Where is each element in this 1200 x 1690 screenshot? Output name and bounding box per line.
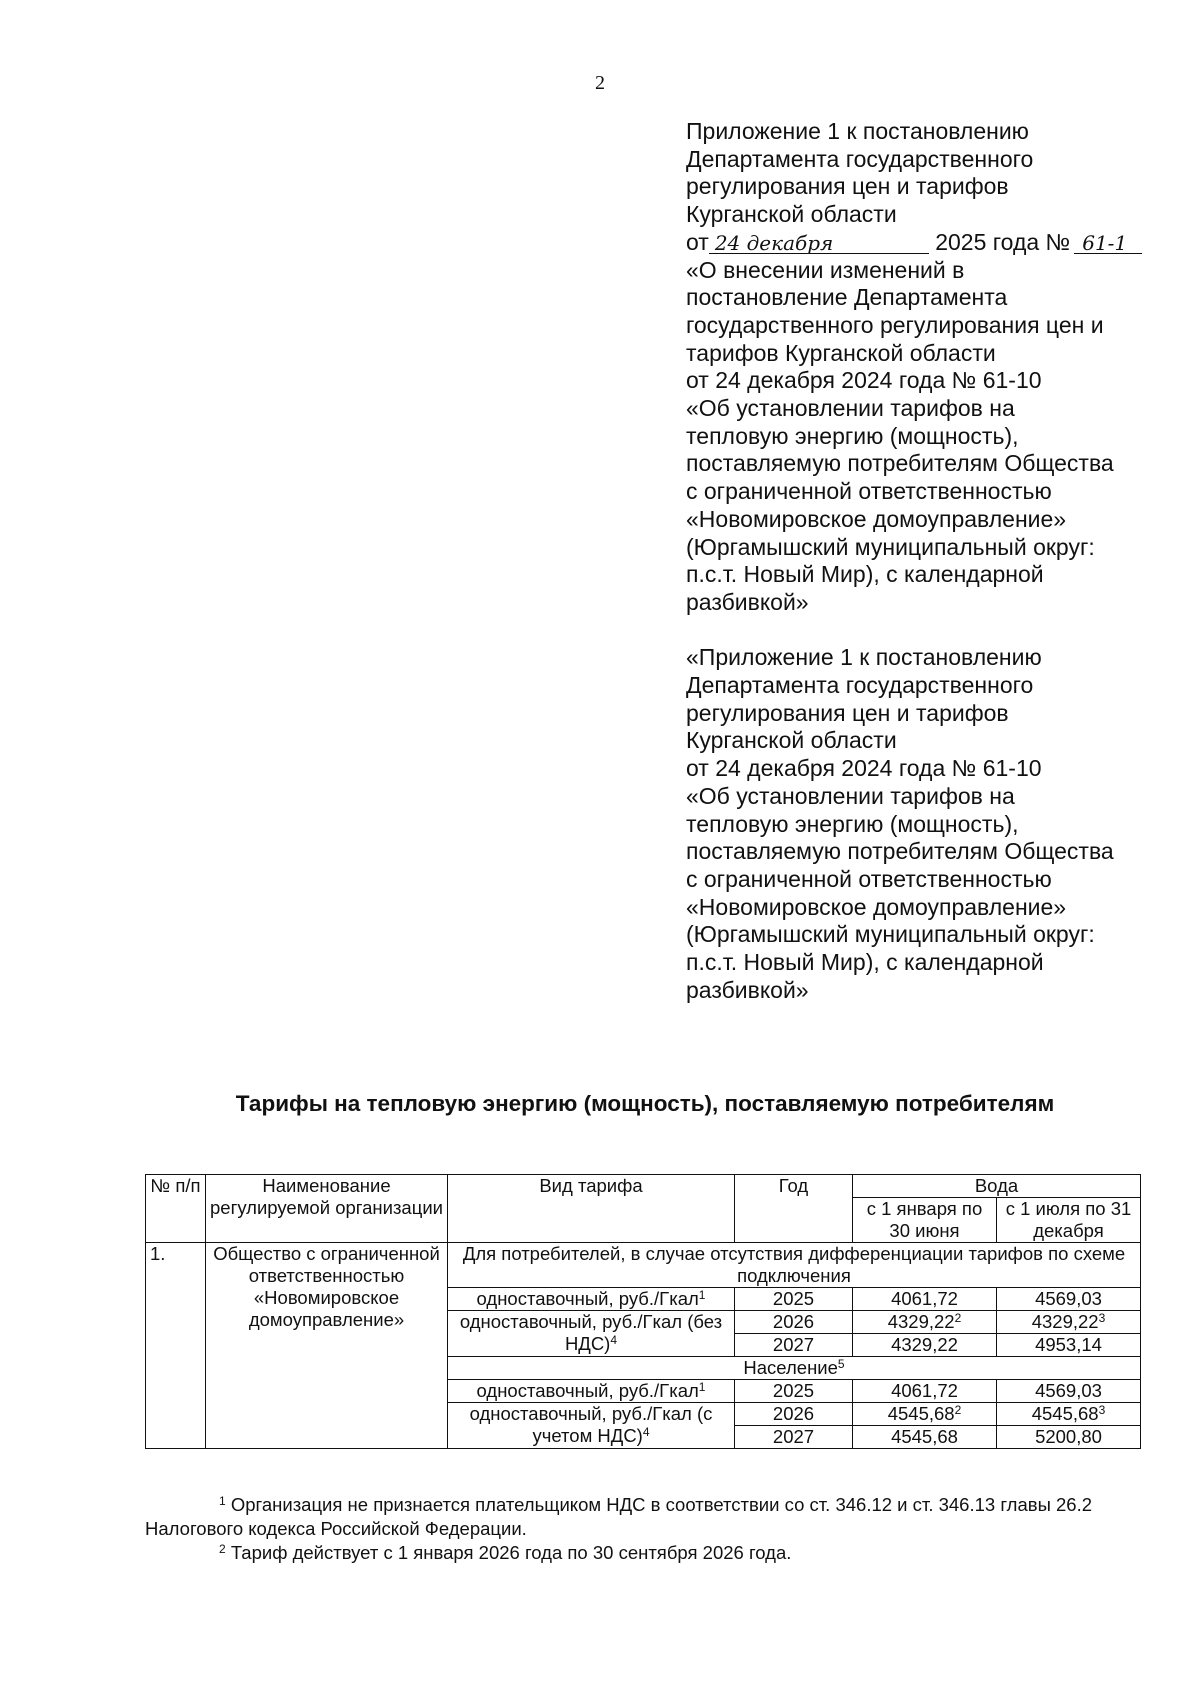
value-cell: 4061,72 xyxy=(853,1380,997,1403)
table-row xyxy=(146,1243,1141,1288)
value-cell: 4569,03 xyxy=(997,1288,1141,1311)
appendix-line: «О внесении изменений в xyxy=(686,256,965,283)
appendix-line: тепловую энергию (мощность), xyxy=(686,422,1019,449)
quoted-appendix-line: Курганской области xyxy=(686,727,897,754)
year-cell: 2026 xyxy=(735,1403,853,1426)
appendix-line: поставляемую потребителям Общества xyxy=(686,450,1114,477)
appendix-line: с ограниченной ответственностью xyxy=(686,478,1052,505)
year-cell: 2027 xyxy=(735,1334,853,1357)
appendix-date-line xyxy=(686,229,1186,257)
year-cell: 2027 xyxy=(735,1426,853,1449)
value-cell: 4545,68$^3$ xyxy=(997,1403,1141,1426)
quoted-appendix-line: «Приложение 1 к постановлению xyxy=(686,644,1042,671)
quoted-appendix-line: поставляемую потребителям Общества xyxy=(686,838,1114,865)
header-period-1: с 1 января по 30 июня xyxy=(853,1198,997,1243)
date-year: 2025 года № xyxy=(935,228,1071,255)
year-cell: 2025 xyxy=(735,1288,853,1311)
year-cell: 2026 xyxy=(735,1311,853,1334)
appendix-line: «Новомировское домоуправление» xyxy=(686,505,1067,532)
quoted-appendix-line: Департамента государственного xyxy=(686,672,1034,699)
table-title: Тарифы на тепловую энергию (мощность), поставляемую потребителям xyxy=(235,1091,1055,1116)
quoted-appendix-line: «Новомировское домоуправление» xyxy=(686,893,1067,920)
appendix-line: регулирования цен и тарифов xyxy=(686,173,1009,200)
quoted-appendix-line: «Об установлении тарифов на xyxy=(686,782,1015,809)
header-organization: Наименование регулируемой организации xyxy=(206,1175,448,1243)
header-tariff-type: Вид тарифа xyxy=(448,1175,735,1243)
value-cell: 5200,80 xyxy=(997,1426,1141,1449)
appendix-line: разбивкой» xyxy=(686,588,809,615)
quoted-appendix-line: (Юргамышский муниципальный округ: xyxy=(686,921,1095,948)
quoted-appendix-line: п.с.т. Новый Мир), с календарной xyxy=(686,949,1044,976)
appendix-line: (Юргамышский муниципальный округ: xyxy=(686,533,1095,560)
value-cell: 4953,14 xyxy=(997,1334,1141,1357)
header-num: № п/п xyxy=(146,1175,206,1243)
appendix-line: Курганской области xyxy=(686,201,897,228)
tariff-type-cell: одноставочный, руб./Гкал (без НДС)$^4$ xyxy=(448,1311,735,1357)
group-label-population: Население$^5$ xyxy=(448,1357,1141,1380)
tariff-type-cell: одноставочный, руб./Гкал$^1$ xyxy=(448,1288,735,1311)
value-cell: 4329,22$^3$ xyxy=(997,1311,1141,1334)
tariff-table xyxy=(145,1174,1141,1449)
appendix-line: государственного регулирования цен и xyxy=(686,311,1104,338)
value-cell: 4545,68 xyxy=(853,1426,997,1449)
appendix-line: Приложение 1 к постановлению xyxy=(686,118,1029,144)
value-cell: 4329,22 xyxy=(853,1334,997,1357)
appendix-line: тарифов Курганской области xyxy=(686,339,996,366)
quoted-appendix-line: разбивкой» xyxy=(686,976,809,1003)
value-cell: 4329,22$^2$ xyxy=(853,1311,997,1334)
year-cell: 2025 xyxy=(735,1380,853,1403)
table-header-row xyxy=(146,1175,1141,1198)
appendix-line: от 24 декабря 2024 года № 61-10 xyxy=(686,367,1042,394)
footnote-1: $^1$ Организация не признается плательщиком НДС в соответствии со ст. 346.12 и ст. 346.13 главы 26.2 Налогового кодекса Российской Федерации. xyxy=(145,1494,1093,1539)
appendix-line: Департамента государственного xyxy=(686,145,1034,172)
date-prefix: от xyxy=(686,228,709,255)
row-number: 1. xyxy=(146,1243,206,1449)
header-water: Вода xyxy=(853,1175,1141,1198)
value-cell: 4569,03 xyxy=(997,1380,1141,1403)
value-cell: 4545,68$^2$ xyxy=(853,1403,997,1426)
tariff-type-cell: одноставочный, руб./Гкал (с учетом НДС)$^4$ xyxy=(448,1403,735,1449)
appendix-header-block xyxy=(686,118,1186,1004)
value-cell: 4061,72 xyxy=(853,1288,997,1311)
quoted-appendix-line: с ограниченной ответственностью xyxy=(686,865,1052,892)
page-number: 2 xyxy=(595,72,605,94)
quoted-appendix-line: регулирования цен и тарифов xyxy=(686,699,1009,726)
group-label-consumers: Для потребителей, в случае отсутствия дифференциации тарифов по схеме подключения xyxy=(448,1243,1141,1288)
header-year: Год xyxy=(735,1175,853,1243)
appendix-line: п.с.т. Новый Мир), с календарной xyxy=(686,561,1044,588)
tariff-type-cell: одноставочный, руб./Гкал$^1$ xyxy=(448,1380,735,1403)
handwritten-number: 61-1 xyxy=(1074,233,1142,254)
footnotes xyxy=(145,1493,1140,1565)
appendix-line: «Об установлении тарифов на xyxy=(686,395,1015,422)
appendix-line: постановление Департамента xyxy=(686,284,1008,311)
organization-name: Общество с ограниченной ответственностью «Новомировское домоуправление» xyxy=(206,1243,448,1449)
quoted-appendix-line: тепловую энергию (мощность), xyxy=(686,810,1019,837)
quoted-appendix-line: от 24 декабря 2024 года № 61-10 xyxy=(686,755,1042,782)
handwritten-date: 24 декабря xyxy=(709,233,929,254)
header-period-2: с 1 июля по 31 декабря xyxy=(997,1198,1141,1243)
footnote-2: $^2$ Тариф действует с 1 января 2026 года по 30 сентября 2026 года. xyxy=(219,1542,792,1563)
